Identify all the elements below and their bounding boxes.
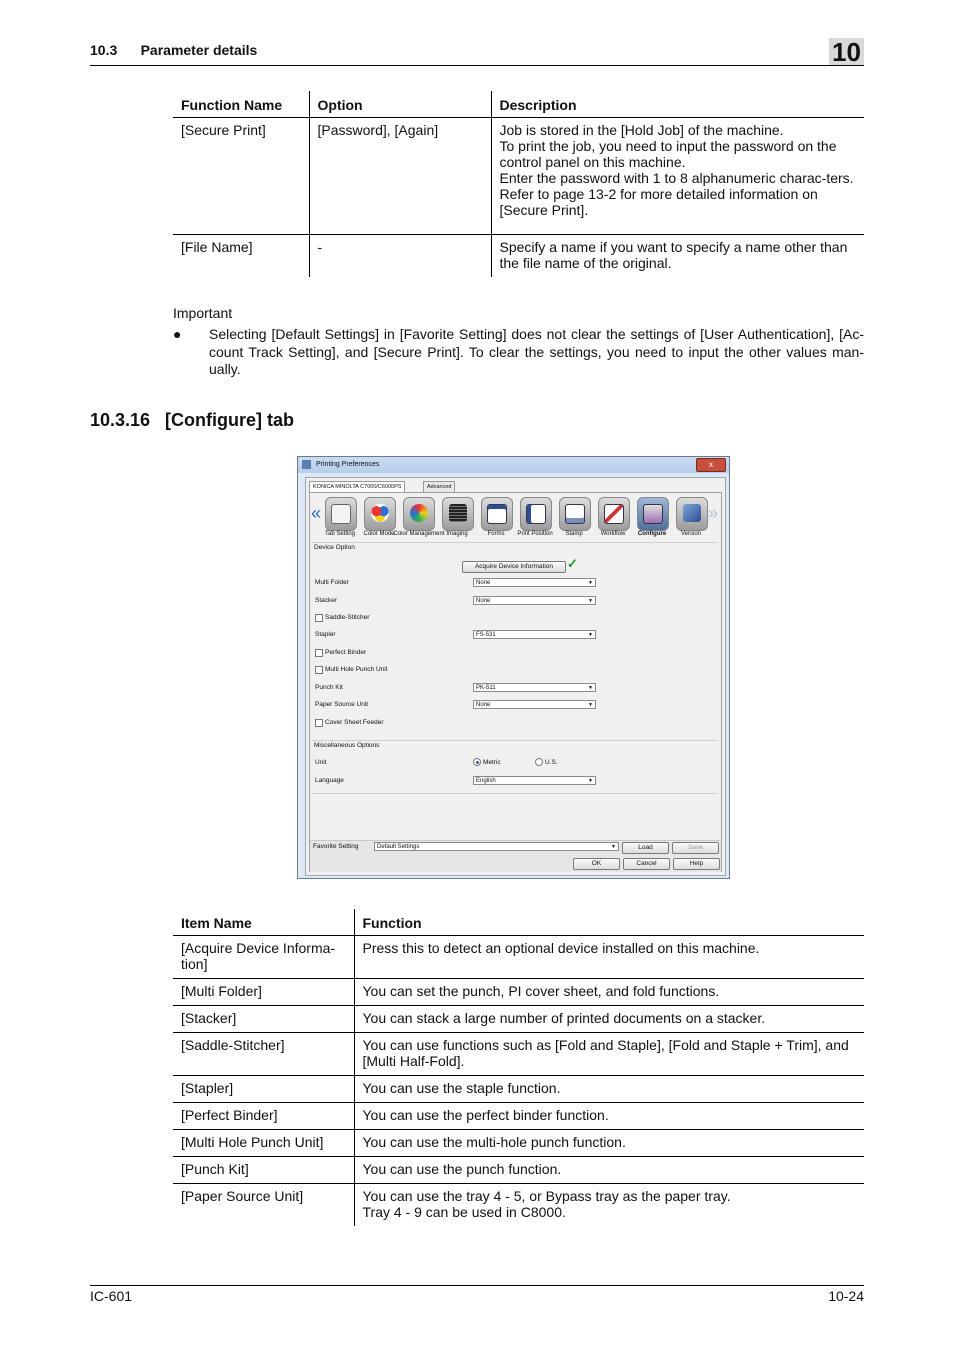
select-value: Default Settings xyxy=(377,844,420,850)
stamp-button[interactable] xyxy=(559,497,591,531)
table-cell: [Multi Hole Punch Unit] xyxy=(173,1130,354,1157)
print-position-icon xyxy=(526,504,546,524)
table-cell: You can use functions such as [Fold and Staple], [Fold and Staple + Trim], and [Multi Half-Fold]. xyxy=(354,1033,864,1076)
column-header: Function Name xyxy=(173,91,309,118)
load-button[interactable]: Load xyxy=(622,842,669,854)
device-option-heading: Device Option xyxy=(314,544,355,551)
table-row xyxy=(173,1076,864,1103)
print-position-button[interactable] xyxy=(520,497,552,531)
paper-source-unit-label: Paper Source Unit xyxy=(315,701,369,708)
language-select[interactable] xyxy=(473,776,596,785)
table-row xyxy=(173,979,864,1006)
toolbar-label: Tab Setting xyxy=(324,531,356,537)
column-header: Item Name xyxy=(173,909,354,936)
table-cell: You can use the punch function. xyxy=(354,1157,864,1184)
select-value: English xyxy=(476,778,496,784)
footer-manual-id: IC-601 xyxy=(90,1288,133,1304)
stamp-icon xyxy=(565,504,585,524)
table-cell: Press this to detect an optional device installed on this machine. xyxy=(354,936,864,979)
chevron-down-icon: ▼ xyxy=(588,580,593,586)
miscellaneous-options-heading: Miscellaneous Options xyxy=(314,742,380,749)
table-cell: [File Name] xyxy=(181,239,253,255)
workflow-icon xyxy=(604,504,624,524)
table-cell: You can use the perfect binder function. xyxy=(354,1103,864,1130)
favorite-setting-select[interactable] xyxy=(374,842,619,851)
unit-us-label: U.S. xyxy=(545,759,558,766)
color-management-button[interactable] xyxy=(403,497,435,531)
bullet-icon: ● xyxy=(173,326,182,342)
toolbar-label: Workflow xyxy=(600,531,626,537)
column-header: Description xyxy=(491,91,864,118)
chevron-down-icon: ▼ xyxy=(588,632,593,638)
tab-konica-minolta[interactable]: KONICA MINOLTA C7000/C6000PS xyxy=(309,481,405,492)
table-row xyxy=(173,1033,864,1076)
toolbar-label: Configure xyxy=(637,531,667,537)
table-cell: [Multi Folder] xyxy=(173,979,354,1006)
chevron-down-icon: ▼ xyxy=(588,702,593,708)
table-cell: Job is stored in the [Hold Job] of the machine. To print the job, you need to input the password on the control panel on this machine. Enter the password with 1 to 8 alphanumeric charac-ters. Refer to page 13-2 for more detailed information on [Secure Print]. xyxy=(491,118,864,235)
printer-icon xyxy=(302,460,311,469)
secure-print-parameter-table xyxy=(173,91,864,277)
table-row xyxy=(173,1130,864,1157)
toolbar-label: Stamp xyxy=(565,531,583,537)
save-button[interactable]: Save xyxy=(672,842,719,854)
forms-button[interactable] xyxy=(481,497,513,531)
column-header: Function xyxy=(354,909,864,936)
table-row xyxy=(173,1157,864,1184)
version-button[interactable] xyxy=(676,497,708,531)
punch-kit-label: Punch Kit xyxy=(315,684,343,691)
dialog-title: Printing Preferences xyxy=(316,461,380,468)
select-value: None xyxy=(476,580,491,586)
important-text: Selecting [Default Settings] in [Favorite Setting] does not clear the settings of [User Authentication], [Ac-count Track Setting], and [Secure Print]. To clear the settings, you need to input the other values man-ually. xyxy=(209,326,864,377)
table-cell: [Stapler] xyxy=(173,1076,354,1103)
multi-hole-punch-checkbox[interactable] xyxy=(315,666,323,674)
table-cell: You can use the multi-hole punch function. xyxy=(354,1130,864,1157)
perfect-binder-label: Perfect Binder xyxy=(325,649,367,656)
cover-sheet-feeder-label: Cover Sheet Feeder xyxy=(325,719,384,726)
tab-setting-button[interactable] xyxy=(325,497,357,531)
forms-icon xyxy=(487,504,507,524)
imaging-icon xyxy=(449,504,467,522)
toolbar-label: Forms xyxy=(487,531,505,537)
table-cell: You can set the punch, PI cover sheet, and fold functions. xyxy=(354,979,864,1006)
select-value: PK-511 xyxy=(476,685,496,691)
table-cell: You can stack a large number of printed documents on a stacker. xyxy=(354,1006,864,1033)
table-cell: [Perfect Binder] xyxy=(173,1103,354,1130)
table-cell: [Secure Print] xyxy=(173,118,309,235)
table-cell: You can use the tray 4 - 5, or Bypass tray as the paper tray. Tray 4 - 9 can be used in C8000. xyxy=(354,1184,864,1227)
imaging-button[interactable] xyxy=(442,497,474,531)
unit-metric-label: Metric xyxy=(483,759,501,766)
divider xyxy=(312,740,717,741)
dialog-title-bar xyxy=(298,457,729,473)
configure-button[interactable] xyxy=(637,497,669,531)
multi-hole-punch-label: Multi Hole Punch Unit xyxy=(325,666,388,673)
toolbar-label: Version xyxy=(680,531,701,537)
select-value: None xyxy=(476,598,491,604)
table-row xyxy=(173,118,864,235)
color-mode-icon xyxy=(371,504,389,522)
color-mode-button[interactable] xyxy=(364,497,396,531)
saddle-stitcher-label: Saddle-Stitcher xyxy=(325,614,370,621)
header-rule xyxy=(90,65,864,66)
stapler-label: Stapler xyxy=(315,631,336,638)
chevron-down-icon: ▼ xyxy=(588,598,593,604)
stacker-label: Stacker xyxy=(315,597,338,604)
printing-preferences-dialog xyxy=(297,456,730,879)
chevron-down-icon: ▼ xyxy=(588,685,593,691)
chevron-down-icon: ▼ xyxy=(588,778,593,784)
favorite-setting-label: Favorite Setting xyxy=(313,843,359,850)
important-label: Important xyxy=(173,305,233,321)
table-row xyxy=(173,1006,864,1033)
select-value: None xyxy=(476,702,491,708)
table-row xyxy=(173,936,864,979)
close-button[interactable]: x xyxy=(696,458,726,472)
cover-sheet-feeder-checkbox[interactable] xyxy=(315,719,323,727)
cancel-button[interactable]: Cancel xyxy=(623,858,670,870)
perfect-binder-checkbox[interactable] xyxy=(315,649,323,657)
divider xyxy=(312,542,717,543)
language-label: Language xyxy=(315,777,344,784)
table-header-row xyxy=(173,91,864,118)
table-cell: [Stacker] xyxy=(173,1006,354,1033)
running-header-section: 10.3 Parameter details xyxy=(90,42,258,58)
configure-icon xyxy=(643,504,663,524)
paper-source-unit-select[interactable] xyxy=(473,700,596,709)
toolbar-label: Color Management xyxy=(393,531,445,537)
stacker-select[interactable] xyxy=(473,596,596,605)
color-management-icon xyxy=(410,504,428,522)
footer-page-number: 10-24 xyxy=(828,1288,864,1304)
table-cell: - xyxy=(309,235,491,278)
punch-kit-select[interactable] xyxy=(473,683,596,692)
toolbar-label: Color Mode xyxy=(363,531,395,537)
unit-us-radio[interactable] xyxy=(535,758,543,766)
table-cell: Specify a name if you want to specify a name other than the file name of the original. xyxy=(491,235,864,278)
checkmark-icon: ✓ xyxy=(567,556,578,571)
stapler-select[interactable] xyxy=(473,630,596,639)
table-cell: [Password], [Again] xyxy=(309,118,491,235)
chapter-number: 10 xyxy=(832,37,861,67)
table-row xyxy=(173,1184,864,1227)
table-header-row xyxy=(173,909,864,936)
tab-advanced[interactable]: Advanced xyxy=(423,481,455,492)
multi-folder-select[interactable] xyxy=(473,578,596,587)
toolbar-label: Imaging xyxy=(446,531,468,537)
table-cell: [Acquire Device Informa-tion] xyxy=(173,936,354,979)
help-button[interactable]: Help xyxy=(673,858,720,870)
version-icon xyxy=(683,504,701,522)
acquire-device-information-button[interactable]: Acquire Device Information xyxy=(462,561,566,573)
workflow-button[interactable] xyxy=(598,497,630,531)
table-cell: [Saddle-Stitcher] xyxy=(173,1033,354,1076)
tab-setting-icon xyxy=(331,504,351,524)
multi-folder-label: Multi Folder xyxy=(315,579,349,586)
unit-label: Unit xyxy=(315,759,327,766)
column-header: Option xyxy=(309,91,491,118)
saddle-stitcher-checkbox[interactable] xyxy=(315,614,323,622)
table-cell: [Punch Kit] xyxy=(173,1157,354,1184)
table-row xyxy=(173,235,864,278)
divider xyxy=(312,793,717,794)
configure-tab-item-table xyxy=(173,909,864,1226)
footer-rule xyxy=(90,1285,864,1286)
select-value: FS-531 xyxy=(476,632,496,638)
chevron-right-icon[interactable]: » xyxy=(708,503,719,523)
tab-panel xyxy=(309,492,722,872)
unit-metric-radio[interactable] xyxy=(473,758,481,766)
table-cell: You can use the staple function. xyxy=(354,1076,864,1103)
chevron-left-icon[interactable]: « xyxy=(311,503,322,523)
table-cell: [Paper Source Unit] xyxy=(181,1188,304,1204)
ok-button[interactable]: OK xyxy=(573,858,620,870)
section-title: 10.3.16 [Configure] tab xyxy=(90,410,295,430)
chevron-down-icon: ▼ xyxy=(611,844,616,850)
toolbar-label: Print Position xyxy=(517,531,553,537)
table-row xyxy=(173,1103,864,1130)
dialog-body xyxy=(305,477,726,876)
